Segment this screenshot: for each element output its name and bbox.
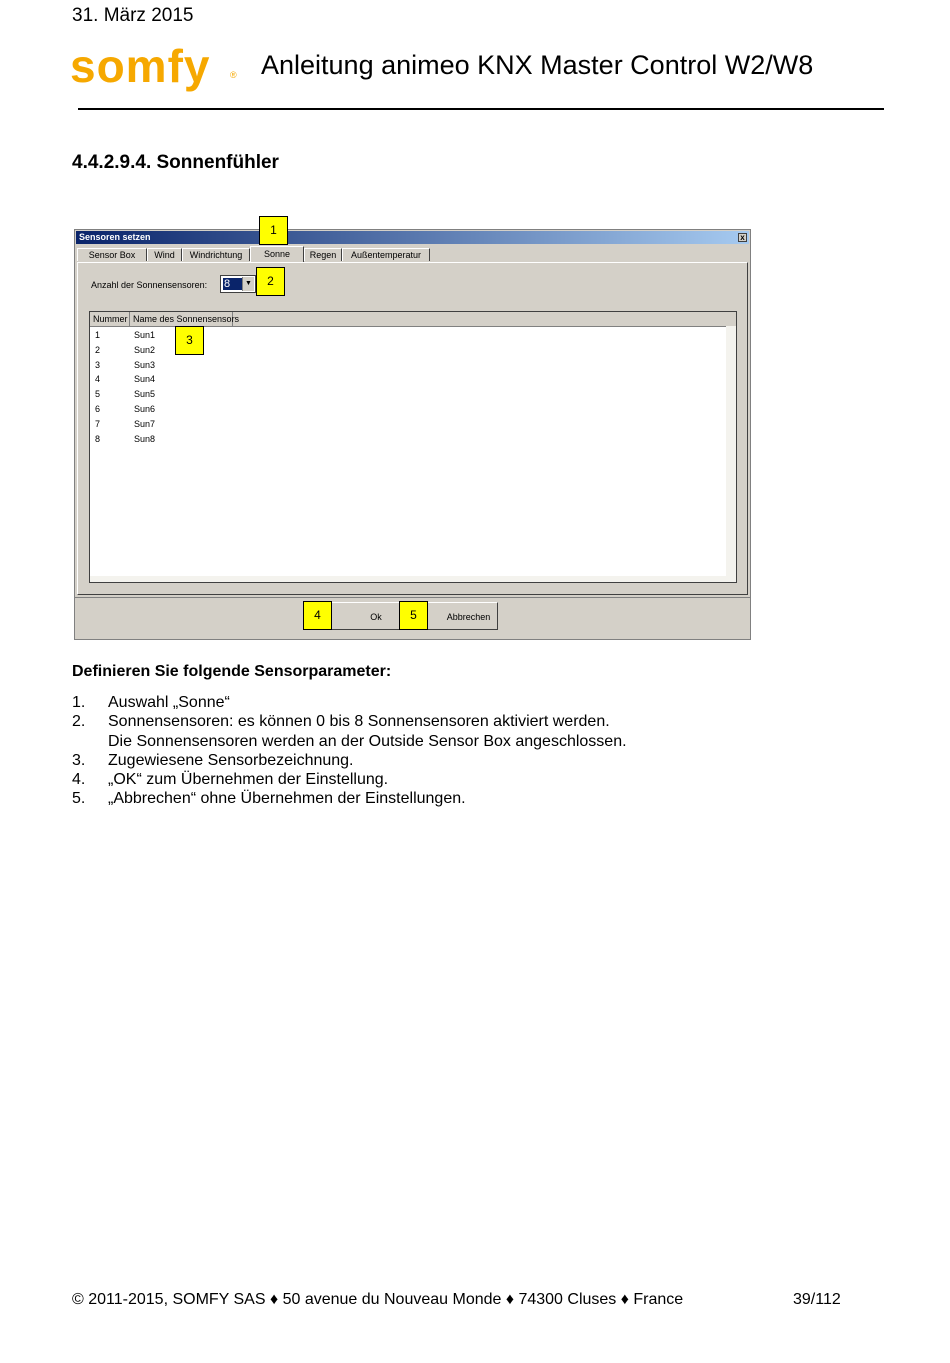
logo-wordmark: somfy: [70, 44, 211, 92]
sensor-count-value: 8: [223, 278, 244, 290]
row-number: 7: [95, 418, 101, 429]
ok-button[interactable]: Ok: [329, 602, 423, 630]
row-number: 5: [95, 389, 101, 400]
callout-5: 5: [399, 601, 428, 630]
row-number: 2: [95, 344, 101, 355]
row-number: 4: [95, 374, 101, 385]
somfy-logo: [70, 44, 242, 92]
instruction-text: Zugewiesene Sensorbezeichnung.: [108, 751, 354, 769]
sensor-count-label: Anzahl der Sonnensensoren:: [91, 280, 208, 290]
list-edge: [726, 326, 736, 582]
callout-2: 2: [256, 267, 285, 296]
instruction-text: „Abbrechen“ ohne Übernehmen der Einstellungen.: [108, 790, 466, 808]
intro-text: Definieren Sie folgende Sensorparameter:: [72, 663, 392, 680]
instruction-number: 3.: [72, 751, 86, 769]
close-icon[interactable]: x: [738, 233, 747, 242]
instruction-number: 1.: [72, 694, 86, 711]
row-sensor-name: Sun3: [134, 359, 156, 370]
tab-windrichtung[interactable]: Windrichtung: [182, 248, 250, 261]
instruction-number: 4.: [72, 771, 86, 789]
callout-3: 3: [175, 326, 204, 355]
instruction-number: 5.: [72, 790, 86, 808]
row-sensor-name: Sun7: [134, 418, 156, 429]
page-number: 39/112: [793, 1291, 841, 1308]
dialog-titlebar: [76, 231, 749, 244]
cancel-button[interactable]: Abbrechen: [425, 602, 498, 630]
row-number: 8: [95, 433, 101, 444]
row-number: 6: [95, 404, 101, 414]
footer-text: © 2011-2015, SOMFY SAS ♦ 50 avenue du Nouveau Monde ♦ 74300 Cluses ♦ France: [72, 1291, 684, 1308]
sensor-dialog: [74, 229, 751, 640]
tab-aussentemperatur[interactable]: Außentemperatur: [342, 248, 430, 261]
row-sensor-name: Sun6: [134, 404, 156, 414]
callout-1: 1: [259, 216, 288, 245]
svg-text:®: ®: [230, 70, 237, 80]
instruction-text: „OK“ zum Übernehmen der Einstellung.: [108, 771, 389, 789]
row-number: 1: [95, 330, 101, 340]
row-sensor-name: Sun5: [134, 389, 156, 400]
row-sensor-name: Sun4: [134, 374, 156, 385]
column-header-nummer[interactable]: Nummer: [90, 312, 130, 326]
tab-sonne[interactable]: Sonne: [250, 246, 304, 262]
instruction-text: Die Sonnensensoren werden an der Outside Sensor Box angeschlossen.: [108, 732, 627, 750]
list-header: [90, 312, 736, 327]
tab-sensor-box[interactable]: Sensor Box: [77, 248, 147, 261]
tab-regen[interactable]: Regen: [304, 248, 342, 261]
chevron-down-icon[interactable]: ▼: [242, 277, 254, 291]
document-title: Anleitung animeo KNX Master Control W2/W8: [261, 50, 814, 80]
section-heading: 4.4.2.9.4. Sonnenfühler: [72, 152, 279, 173]
column-header-name[interactable]: Name des Sonnensensors: [130, 312, 233, 326]
callout-4: 4: [303, 601, 332, 630]
sensor-count-select[interactable]: [220, 275, 256, 293]
list-edge-bottom: [90, 576, 736, 582]
header-divider: [78, 108, 884, 110]
instruction-text: Sonnensensoren: es können 0 bis 8 Sonnensensoren aktiviert werden.: [108, 713, 610, 731]
dialog-title: Sensoren setzen: [79, 232, 151, 242]
row-number: 3: [95, 359, 101, 370]
row-sensor-name: Sun2: [134, 344, 156, 355]
tab-bar: [77, 246, 748, 262]
document-date: 31. März 2015: [72, 5, 194, 26]
instruction-number: 2.: [72, 713, 86, 731]
row-sensor-name: Sun8: [134, 433, 156, 444]
instruction-text: Auswahl „Sonne“: [108, 694, 230, 711]
row-sensor-name: Sun1: [134, 330, 156, 340]
tab-wind[interactable]: Wind: [147, 248, 182, 261]
